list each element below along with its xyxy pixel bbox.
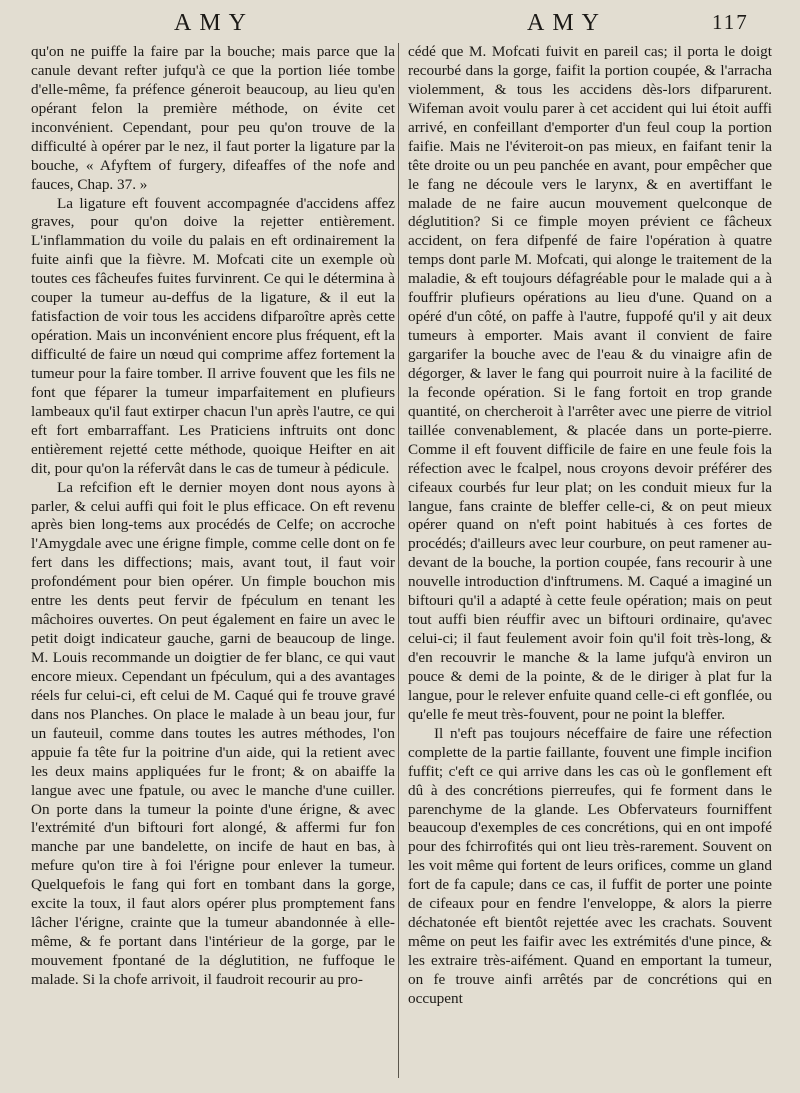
left-running-title: AMY [174,10,255,36]
paragraph: Il n'eft pas toujours néceffaire de faire une réfection complette de la partie faillante, fouvent une fimple incifion fuffit; c'eft ce qui arrive dans les cas où le gonflement eft dû à des concrétions pierreufes, qui fe forment dans le parenchyme de la glande. Les Obfervateurs fourniffent beaucoup d'exemples de ces concrétions, qui en ont impofé pour des fchirrofités qui ont lieu très-rarement. Souvent on les voit même qui fortent de leurs orifices, comme un gland fort de fa capule; dans ce cas, il fuffit de porter une pointe de cifeaux pour en fendre l'enveloppe, & alors la pierre déchatonée eft bientôt rejettée avec les crachats. Souvent même on peut les faifir avec les extrémités d'une pince, & les extraire très-aifément. Quand en emportant la tumeur, on fe trouve ainfi arrêtés par de concrétions qui en occupent [408,724,772,1007]
left-text-column [31,43,395,990]
paragraph: La ligature eft fouvent accompagnée d'accidens affez graves, pour qu'on doive la rejetter entièrement. L'inflammation du voile du palais en eft ordinairement la fuite ainfi que la fièvre. M. Mofcati cite un exemple où toutes ces fâcheufes fuites furvinrent. Ce qui le détermina à couper la tumeur au-deffus de la ligature, & il eut la fatisfaction de voir tous les accidens difparoître après cette opération. Mais un inconvénient encore plus fréquent, eft la difficulté de faire un nœud qui comprime affez fortement la tumeur pour la faire tomber. Il arrive fouvent que les fils ne font que féparer la tumeur imparfaitement en plufieurs lambeaux qu'il faut extirper chacun l'un après l'autre, ce qui eft fort embarraffant. Les Praticiens inftruits ont donc entièrement rejetté cette méthode, quoique Heifter en ait dit, pour qu'on la réfervât dans le cas de tumeur à pédicule. [31,194,395,477]
right-text-column [408,43,772,1009]
column-divider [398,43,399,1078]
page-number: 117 [712,10,749,34]
running-header [0,6,800,40]
paragraph: qu'on ne puiffe la faire par la bouche; mais parce que la canule devant refter jufqu'à ce que la portion liée tombe d'elle-même, fa préfence géneroit beaucoup, au lieu qu'en opérant felon la première méthode, on évite cet inconvénient. Cependant, pour peu qu'on trouve de la difficulté à opérer par le nez, il faut porter la ligature par la bouche, « Afyftem of furgery, difeaffes of the nofe and fauces, Chap. 37. » [31,43,395,193]
right-running-title: AMY [527,10,608,36]
paragraph: La refcifion eft le dernier moyen dont nous ayons à parler, & celui auffi qui foit le plus efficace. On eft revenu après bien long-tems aux procédés de Celfe; on accroche l'Amygdale avec une érigne fimple, comme celle dont on fe fert dans les diffections; mais, avant tout, il faut voir profondément pour bien opérer. Un fimple bouchon mis entre les dents peut fervir de fpéculum en tenant les mâchoires ouvertes. On peut également en faire un avec le petit doigt indicateur gauche, garni de beaucoup de linge. M. Louis recommande un doigtier de fer blanc, ce qui vaut encore mieux. Cependant un fpéculum, qui a des avantages réels fur celui-ci, eft celui de M. Caqué qui fe trouve gravé dans nos Planches. On place le malade à un beau jour, fur un fauteuil, comme dans toutes les autres méthodes, l'on appuie fa tête fur la poitrine d'un aide, qui la retient avec les deux mains appliquées fur le front; & on abaiffe la langue avec une fpatule, ou avec le manche d'une cuiller. On porte dans la tumeur la pointe d'une érigne, & avec l'extrémité d'un biftouri fort alongé, & affermi fur fon manche par une bandelette, on incife de haut en bas, à mefure qu'on tire à foi l'érigne pour enlever la tumeur. Quelquefois le fang qui fort en tombant dans la gorge, excite la toux, il faut alors opérer plus promptement fans lâcher l'érigne, crainte que la tumeur abandonnée à elle-même, & fe portant dans l'intérieur de la gorge, par le mouvement fpontané de la déglutition, ne fuffoque le malade. Si la chofe arrivoit, il faudroit recourir au pro- [31,478,395,988]
paragraph: cédé que M. Mofcati fuivit en pareil cas; il porta le doigt recourbé dans la gorge, faifit la portion coupée, & l'arracha violemment, & tous les accidens dès-lors difparurent. Wifeman avoit voulu parer à cet accident qui lui étoit auffi arrivé, en confeillant d'emporter d'un feul coup la portion faifie. Mais ne l'éviteroit-on pas mieux, en faifant tenir la tête droite ou un peu panchée en avant, pour empêcher que le fang ne découle vers le larynx, & en avertiffant le malade de ne faire aucun mouvement quelconque de déglutition? Si ce fimple moyen prévient ce fâcheux accident, on fera difpenfé de faire l'opération à quatre temps dont parle M. Mofcati, qui alonge le traitement de la maladie, & eft toujours défagréable pour le malade qui a à fouffrir plufieurs opérations au lieu d'une. Quand on a opéré d'un côté, on paffe à l'autre, fuppofé qu'il y ait deux tumeurs à emporter. Mais avant il convient de faire gargarifer la bouche avec de l'eau & du vinaigre afin de dégorger, & laver le fang qui pourroit nuire à la facilité de la feconde opération. Si le fang fortoit en trop grande quantité, on chercheroit à l'arrêter avec une pierre de vitriol taillée convenablement, & placée dans un porte-pierre. Comme il eft fouvent difficile de faire en une feule fois la réfection avec le fcalpel, nous croyons devoir préférer des cifeaux courbés fur leur plat; on les conduit mieux fur la langue, fans crainte de bleffer celle-ci, & on peut mieux opérer quand on n'eft point habitués à ces fortes de procédés; d'ailleurs avec leur courbure, on peut ramener au-devant de la bouche, la portion coupée, fans recourir à une nouvelle introduction d'inftrumens. M. Caqué a imaginé un biftouri qu'il a adapté à cette feule opération; mais on peut tout auffi bien réuffir avec un biftouri ordinaire, qu'avec celui-ci; il faut feulement avoir foin qu'il foit très-long, & d'en recouvrir le manche & la lame jufqu'à environ un pouce & demi de la pointe, & de le diriger à plat fur la langue, pour le relever enfuite quand celle-ci eft gonflée, ou qu'elle fe meut très-fouvent, pour ne point la bleffer. [408,43,772,723]
